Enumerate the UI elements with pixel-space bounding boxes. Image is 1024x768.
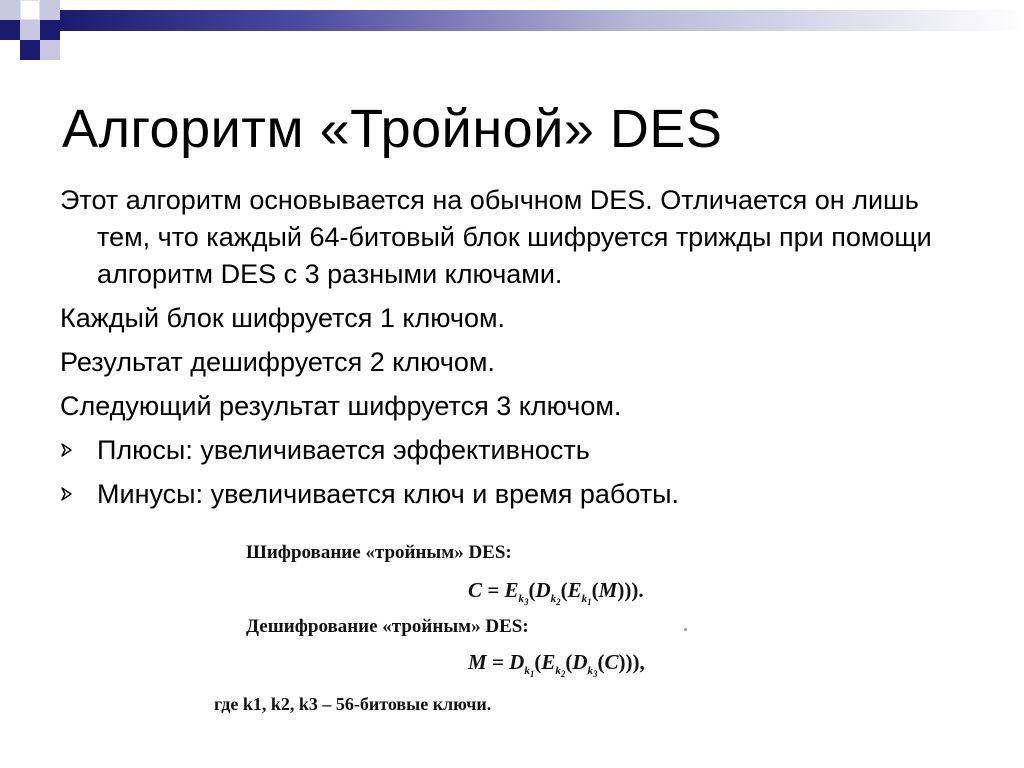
formula-decrypt-label: Дешифрование «тройным» DES:: [246, 616, 529, 637]
slide-title: Алгоритм «Тройной» DES: [62, 99, 723, 159]
paragraph-step-2: Результат дешифруется 2 ключом.: [60, 347, 495, 377]
formula-keys-note: где k1, k2, k3 – 56-битовые ключи.: [214, 694, 492, 714]
chevron-right-icon: [60, 486, 74, 502]
slide-body: [60, 182, 960, 520]
bullet-cons-text: Минусы: увеличивается ключ и время работы.: [97, 479, 680, 509]
header-decoration: [0, 0, 1024, 60]
stray-dot: [684, 628, 687, 631]
formula-image: [210, 538, 710, 728]
formula-encrypt-equation: $C = E_{k_3}(D_{k_2}(E_{k_1}(M)))$.: [468, 578, 644, 608]
header-gradient-bar: [60, 10, 1024, 31]
paragraph-intro: Этот алгоритм основывается на обычном DES. Отличается он лишь тем, что каждый 64-битовый блок шифруется трижды при помощи алгоритм DES с 3 разными ключами.: [60, 185, 932, 289]
chevron-right-icon: [60, 442, 74, 458]
paragraph-step-1: Каждый блок шифруется 1 ключом.: [60, 303, 506, 333]
formula-encrypt-label: Шифрование «тройным» DES:: [246, 542, 512, 563]
bullet-cons: [60, 476, 960, 513]
bullet-pros: [60, 432, 960, 469]
formula-decrypt-equation: $M = D_{k_1}(E_{k_2}(D_{k_3}(C)))$,: [468, 650, 645, 680]
bullet-pros-text: Плюсы: увеличивается эффективность: [97, 435, 590, 465]
paragraph-step-3: Следующий результат шифруется 3 ключом.: [60, 391, 622, 421]
